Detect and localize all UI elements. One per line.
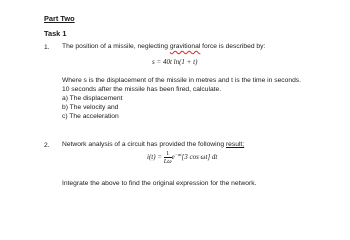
question-1-intro-start: The position of a missile, neglecting [62, 43, 170, 50]
question-2-intro-start: Network analysis of a circuit has provided the following [62, 141, 226, 148]
question-1-intro [62, 42, 265, 51]
current-equation [147, 150, 217, 165]
question-2-number: 2. [44, 142, 50, 149]
question-1-item-c: c) The acceleration [62, 113, 119, 120]
question-1-number: 1. [44, 44, 50, 51]
equation-rest: [3 cos ωt] dt [181, 153, 218, 162]
question-1-item-a: a) The displacement [62, 95, 123, 102]
task-heading: Task 1 [44, 29, 67, 38]
equation-fraction [164, 150, 172, 165]
question-2-intro [62, 140, 244, 149]
exponential-base: e [171, 153, 175, 162]
fraction-numerator: 1 [166, 150, 170, 157]
underlined-word: result; [225, 141, 245, 148]
fraction-denominator: Lω [163, 158, 172, 165]
displacement-equation: s = 40t ln(1 + t) [152, 58, 198, 66]
misspelled-word: gravitional [169, 43, 201, 50]
question-1-explanation-line-1: Where s is the displacement of the missile in metres and t is the time in seconds. [62, 77, 301, 84]
equation-lhs: i(t) = [147, 153, 163, 162]
question-1-intro-end: force is described by: [200, 43, 266, 50]
exponential-power: −αt [174, 152, 182, 158]
question-2-instruction: Integrate the above to find the original expression for the network. [62, 180, 257, 187]
part-heading: Part Two [44, 14, 75, 23]
question-1-explanation-line-2: 10 seconds after the missile has been fired, calculate. [62, 86, 222, 93]
question-1-item-b: b) The velocity and [62, 104, 119, 111]
